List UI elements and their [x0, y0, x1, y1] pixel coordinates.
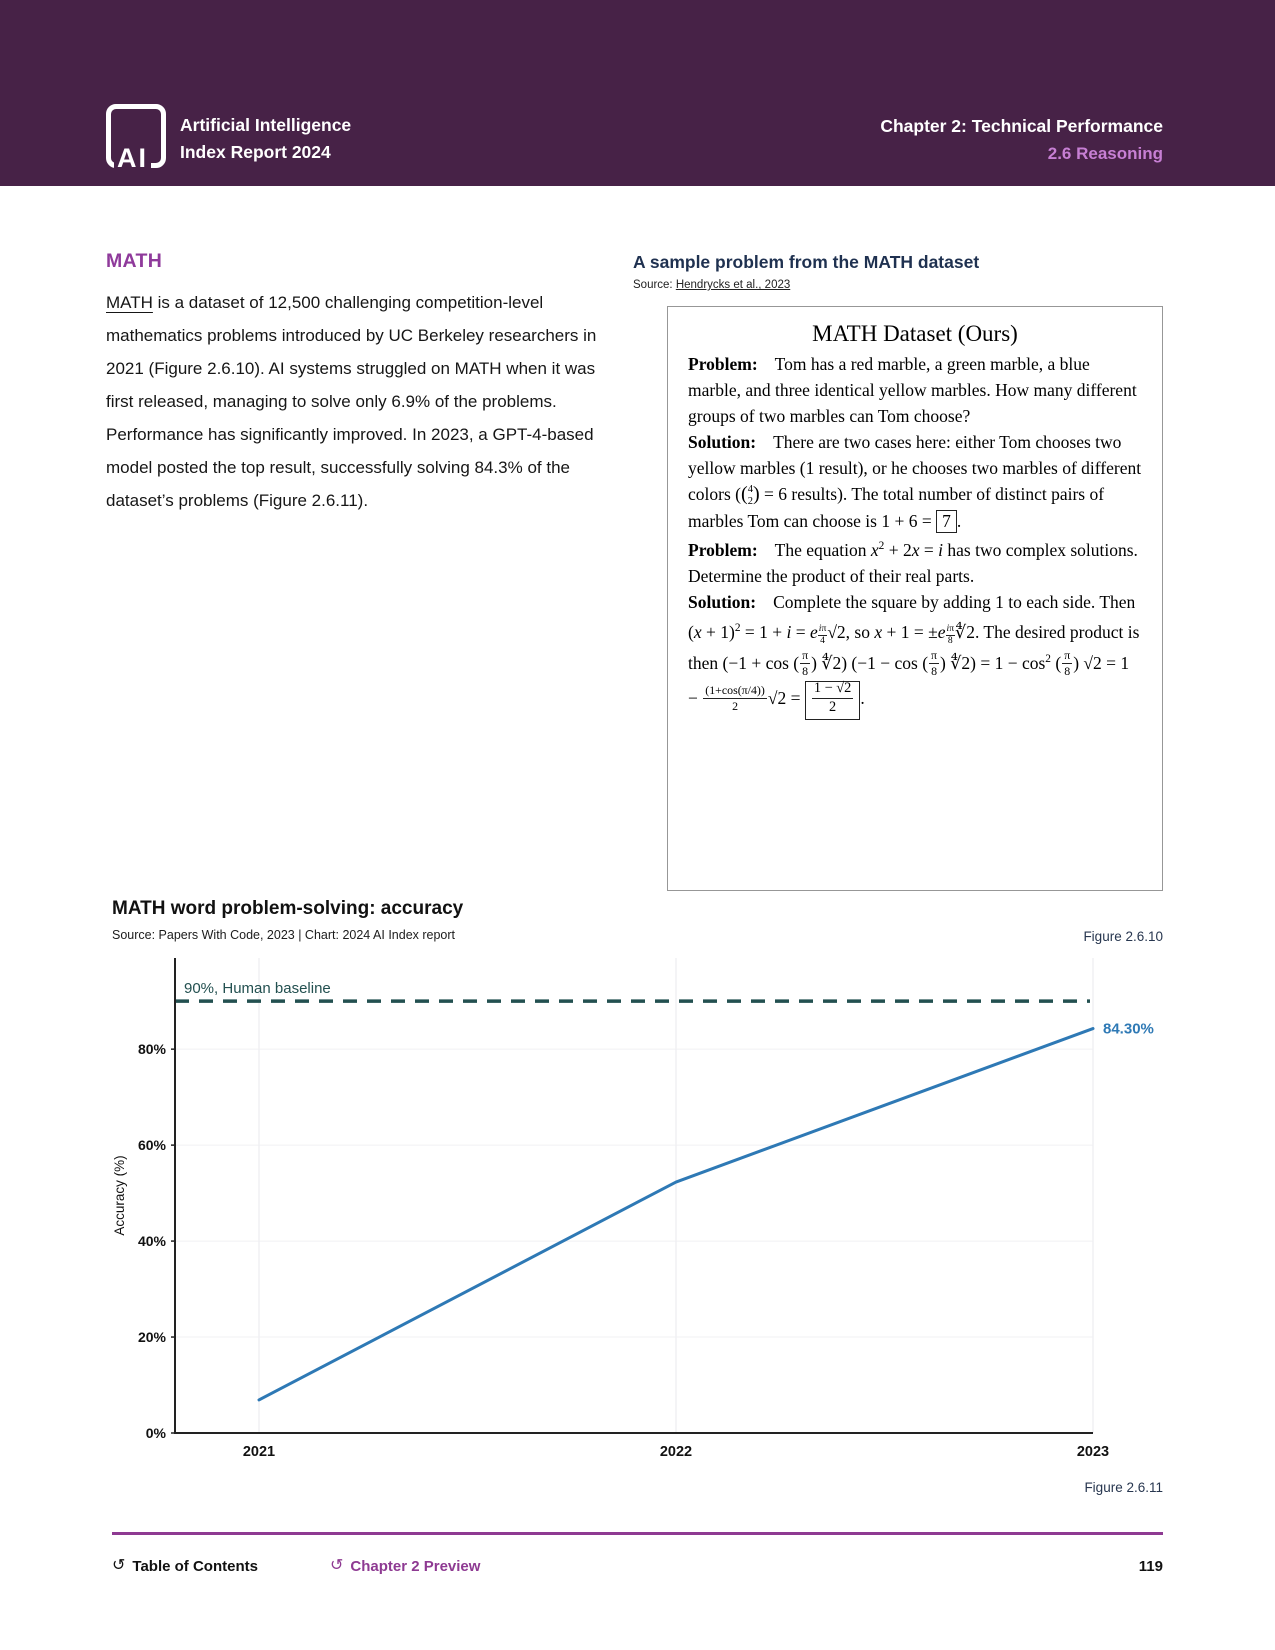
figure-2-6-10-label: Figure 2.6.10	[1083, 929, 1163, 944]
chart-source: Source: Papers With Code, 2023 | Chart: 2024 AI Index report	[112, 928, 456, 942]
math-dataset-sample-box	[667, 306, 1163, 891]
problem-label: Problem:	[688, 354, 758, 374]
footer-bar	[112, 1556, 1163, 1576]
chapter-2-preview-label: Chapter 2 Preview	[350, 1557, 481, 1575]
chart-header	[112, 898, 1012, 942]
article-column	[106, 250, 623, 517]
footer-divider	[112, 1532, 1163, 1535]
problem-1-text: Tom has a red marble, a green marble, a blue marble, and three identical yellow marbles. How many different groups of two marbles can Tom choose?	[688, 354, 1137, 426]
problem-2-text: The equation $x^2 + 2x = i$ has two complex solutions. Determine the product of their real parts.	[688, 540, 1138, 587]
math-dataset-link[interactable]: MATH	[106, 293, 153, 312]
header-band	[0, 0, 1275, 186]
article-body-text: is a dataset of 12,500 challenging competition-level mathematics problems introduced by UC Berkeley researchers in 2021 (Figure 2.6.10). AI systems struggled on MATH when it was first released, managing to solve only 6.9% of the problems. Performance has significantly improved. In 2023, a GPT-4-based model posted the top result, successfully solving 84.3% of the dataset’s problems (Figure 2.6.11).	[106, 293, 597, 510]
sample-source-prefix: Source:	[633, 279, 676, 291]
table-of-contents-label: Table of Contents	[132, 1557, 258, 1575]
svg-text:60%: 60%	[137, 1137, 166, 1154]
solution-label: Solution:	[688, 432, 757, 452]
sample-box-problem-2	[688, 534, 1142, 590]
svg-text:Accuracy (%): Accuracy (%)	[112, 1155, 127, 1236]
svg-text:2023: 2023	[1076, 1444, 1110, 1460]
sample-box-title: MATH Dataset (Ours)	[812, 321, 1018, 346]
sample-column	[633, 252, 1163, 891]
svg-text:40%: 40%	[137, 1233, 166, 1250]
page-number: 119	[1138, 1557, 1163, 1575]
brand-line2: Index Report 2024	[180, 142, 331, 162]
sample-box-solution-2	[688, 589, 1142, 719]
svg-text:2022: 2022	[659, 1444, 693, 1460]
svg-text:0%: 0%	[145, 1425, 166, 1441]
ai-index-logo-text: AI	[114, 143, 151, 174]
article-heading: MATH	[106, 250, 163, 272]
chapter-title: Chapter 2: Technical Performance	[880, 116, 1163, 136]
problem-label: Problem:	[688, 540, 758, 561]
solution-1-text: There are two cases here: either Tom chooses two yellow marbles (1 result), or he chooses two marbles of different colors (( 4 2 ) = 6 results). The total number of distinct pairs of marbles Tom can choose is 1 + 6 = 7 .	[688, 432, 1141, 531]
svg-text:84.30%: 84.30%	[1103, 1020, 1154, 1038]
section-title: 2.6 Reasoning	[1047, 144, 1163, 163]
hendrycks-source-link[interactable]: Hendrycks et al., 2023	[675, 279, 791, 291]
solution-label: Solution:	[688, 592, 757, 613]
sample-heading: A sample problem from the MATH dataset	[633, 252, 980, 272]
header-chapter-block	[880, 116, 1163, 164]
svg-text:90%, Human baseline: 90%, Human baseline	[184, 980, 331, 998]
sample-source-line	[633, 279, 1163, 291]
chapter-2-preview-link[interactable]	[330, 1556, 480, 1576]
sample-box-problem-1	[688, 351, 1142, 429]
accuracy-line-chart	[100, 950, 1180, 1465]
svg-text:20%: 20%	[137, 1329, 166, 1346]
brand-text	[180, 112, 351, 166]
sample-box-solution-1	[688, 429, 1142, 534]
figure-2-6-11-label: Figure 2.6.11	[1084, 1480, 1163, 1495]
solution-2-text: Complete the square by adding 1 to each side. Then $(x + 1)^2 = 1 + i = e$ $^{\frac{i\pi}{4}}$ √2, so x + 1 = ±e $^{\frac{i\pi}{8}}$ ∜2. The desired product is then (−1 + cos ( $\frac{\pi}{8}$ ) ∜2) (−1 − cos ( $\frac{\pi}{8}$ ) ∜2) = $1 - \cos^2$ ( $\frac{\pi}{8}$ ) √2 = 1 − $\frac{(1+\cos(\pi/4))}{2}$ √2 = $\frac{1 - √2}{2}$ .	[688, 592, 1139, 708]
back-arrow-icon: ↺	[112, 1557, 126, 1574]
svg-text:2021: 2021	[242, 1444, 276, 1460]
back-arrow-icon: ↺	[329, 1557, 344, 1574]
ai-index-logo-icon	[106, 104, 166, 173]
brand-line1: Artificial Intelligence	[180, 115, 352, 135]
table-of-contents-link[interactable]	[112, 1556, 258, 1576]
article-paragraph	[106, 286, 623, 517]
chart-title: MATH word problem-solving: accuracy	[112, 898, 464, 919]
svg-text:80%: 80%	[137, 1041, 166, 1058]
